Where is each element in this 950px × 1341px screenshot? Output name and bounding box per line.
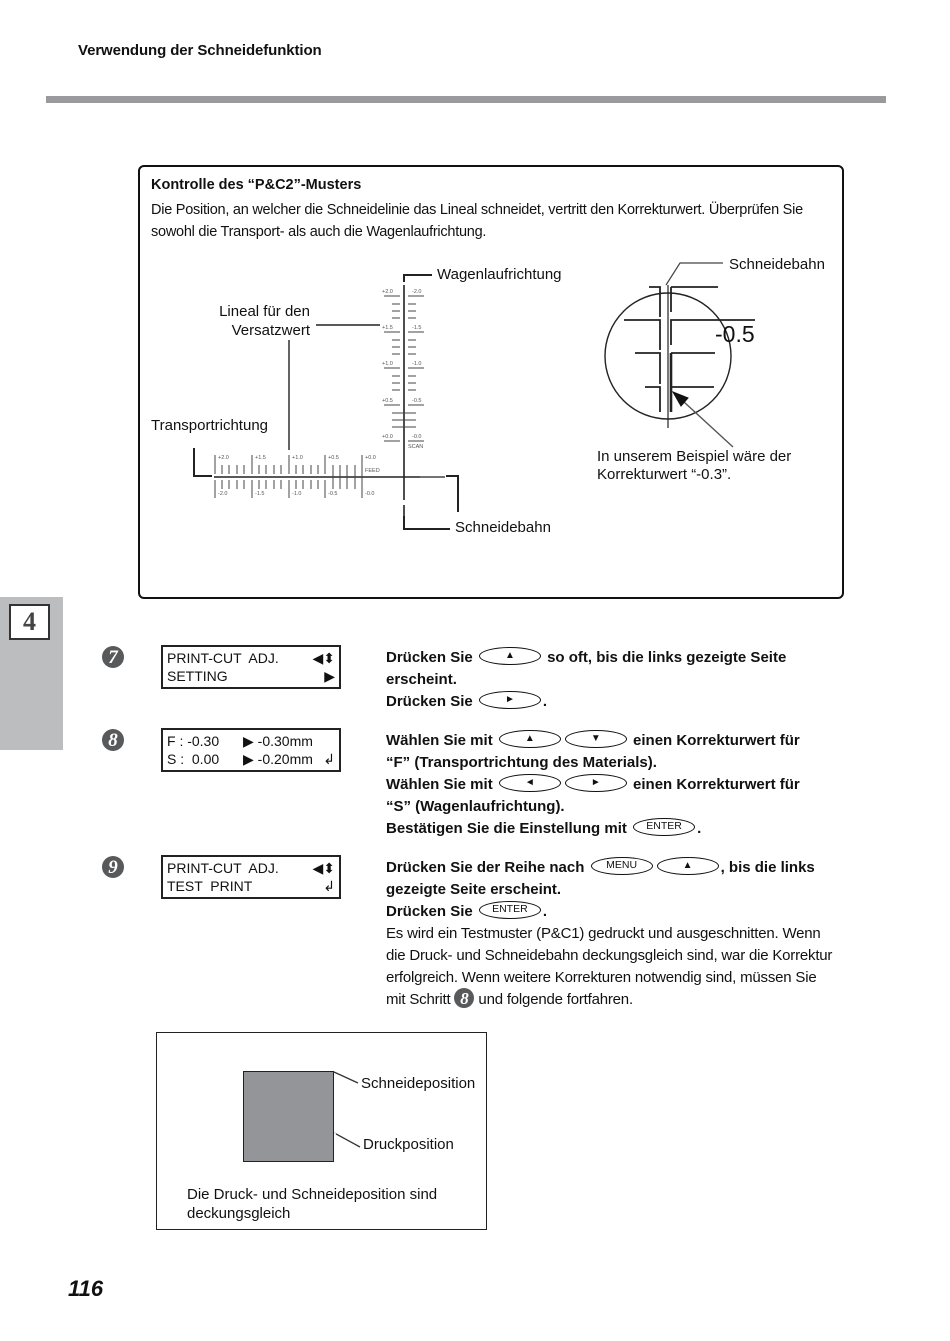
svg-text:+2.0: +2.0 [218,455,229,461]
lcd-s-value: S : 0.00 [167,751,220,767]
label-schneidebahn-ruler: Schneidebahn [455,519,551,536]
left-updown-arrows-icon: ◀⬍ [312,650,335,666]
lcd-s-new-value: ▶ -0.20mm [243,751,313,767]
example-square [243,1071,334,1162]
enter-key-icon: ENTER [479,901,541,919]
svg-text:-1.5: -1.5 [255,491,265,497]
step-number-8: 8 [102,729,124,751]
lcd-display-step7 [161,645,341,689]
lcd-f-value: F : -0.30 [167,733,220,749]
lcd-f-new-value: ▶ -0.30mm [243,733,313,749]
example-caption: Die Druck- und Schneideposition sind deckungsgleich [187,1186,438,1222]
svg-text:SCAN: SCAN [408,444,424,450]
svg-text:-0.0: -0.0 [412,434,422,440]
down-key-icon: ▼ [565,730,627,748]
lcd-row2-text: TEST PRINT [167,878,253,894]
svg-text:FEED: FEED [365,468,380,474]
svg-text:+0.0: +0.0 [382,434,393,440]
lcd-display-step8 [161,728,341,772]
lcd-row2-text: SETTING [167,668,228,684]
step-number-9: 9 [102,856,124,878]
step7-instructions: Drücken Sie ▲ so oft, bis die links gezeigte Seite erscheint. Drücken Sie ► . [386,649,787,710]
enter-return-icon: ↲ [323,751,335,767]
lcd-display-step9 [161,855,341,899]
svg-text:+1.0: +1.0 [292,455,303,461]
zoom-note-line2: Korrekturwert “-0.3”. [597,466,732,483]
svg-text:+0.5: +0.5 [382,398,393,404]
menu-key-icon: MENU [591,857,653,875]
right-key-icon: ► [479,691,541,709]
up-key-icon: ▲ [479,647,541,665]
label-lineal-line1: Lineal für den [219,303,310,320]
svg-text:-0.5: -0.5 [412,398,422,404]
step-reference-8-icon: 8 [454,988,474,1008]
zoom-value: -0.5 [715,321,755,347]
svg-text:+0.0: +0.0 [365,455,376,461]
up-key-icon: ▲ [657,857,719,875]
label-schneidebahn-zoom: Schneidebahn [729,256,825,273]
svg-text:+0.5: +0.5 [328,455,339,461]
right-key-icon: ► [565,774,627,792]
svg-text:+1.0: +1.0 [382,361,393,367]
label-schneideposition: Schneideposition [361,1075,476,1092]
lcd-row1-text: PRINT-CUT ADJ. [167,650,279,666]
svg-text:-0.0: -0.0 [365,491,375,497]
svg-text:+1.5: +1.5 [382,325,393,331]
right-arrow-icon: ▶ [324,668,335,684]
section-title: Verwendung der Schneidefunktion [78,42,322,59]
label-wagenlaufrichtung: Wagenlaufrichtung [437,266,562,283]
left-updown-arrows-icon: ◀⬍ [312,860,335,876]
svg-text:-1.0: -1.0 [292,491,302,497]
lcd-row1-text: PRINT-CUT ADJ. [167,860,279,876]
svg-text:-2.0: -2.0 [218,491,228,497]
label-druckposition: Druckposition [363,1136,454,1153]
zoom-note-line1: In unserem Beispiel wäre der [597,448,792,465]
left-key-icon: ◄ [499,774,561,792]
info-box-title: Kontrolle des “P&C2”-Musters [151,177,362,193]
up-key-icon: ▲ [499,730,561,748]
svg-text:+1.5: +1.5 [255,455,266,461]
chapter-number: 4 [9,604,50,640]
svg-text:-2.0: -2.0 [412,289,422,295]
step9-instructions: Drücken Sie der Reihe nach MENU ▲ , bis die links gezeigte Seite erscheint. Drücken Sie ENTER . Es wird ein Testmuster (P&C1) gedruckt und ausgeschnitten. Wenn die Druck- und Schneidebahn deckungsgleich sind, war die Korrektur erfolgreich. Wenn weitere Korrekturen notwendig sind, müssen Sie mit Schritt 8 und folgende fortfahren. [386,859,833,1008]
enter-key-icon: ENTER [633,818,695,836]
info-box-text: Die Position, an welcher die Schneidelinie das Lineal schneidet, vertritt den Korrekturwert. Überprüfen Sie sowohl die Transport- als auch die Wagenlaufrichtung. [151,202,803,240]
label-lineal-line2: Versatzwert [231,322,310,339]
svg-text:-1.0: -1.0 [412,361,422,367]
step-number-7: 7 [102,646,124,668]
header-divider [46,96,886,103]
enter-return-icon: ↲ [323,878,335,894]
step8-instructions: Wählen Sie mit ▲ ▼ einen Korrekturwert für “F” (Transportrichtung des Materials). Wählen Sie mit ◄ ► einen Korrekturwert für “S” (Wagenlaufrichtung). Bestätigen Sie die Einstellung mit ENTER . [386,732,800,837]
svg-text:-1.5: -1.5 [412,325,422,331]
page-number: 116 [68,1276,104,1301]
svg-text:+2.0: +2.0 [382,289,393,295]
label-transportrichtung: Transportrichtung [151,417,268,434]
svg-text:-0.5: -0.5 [328,491,338,497]
